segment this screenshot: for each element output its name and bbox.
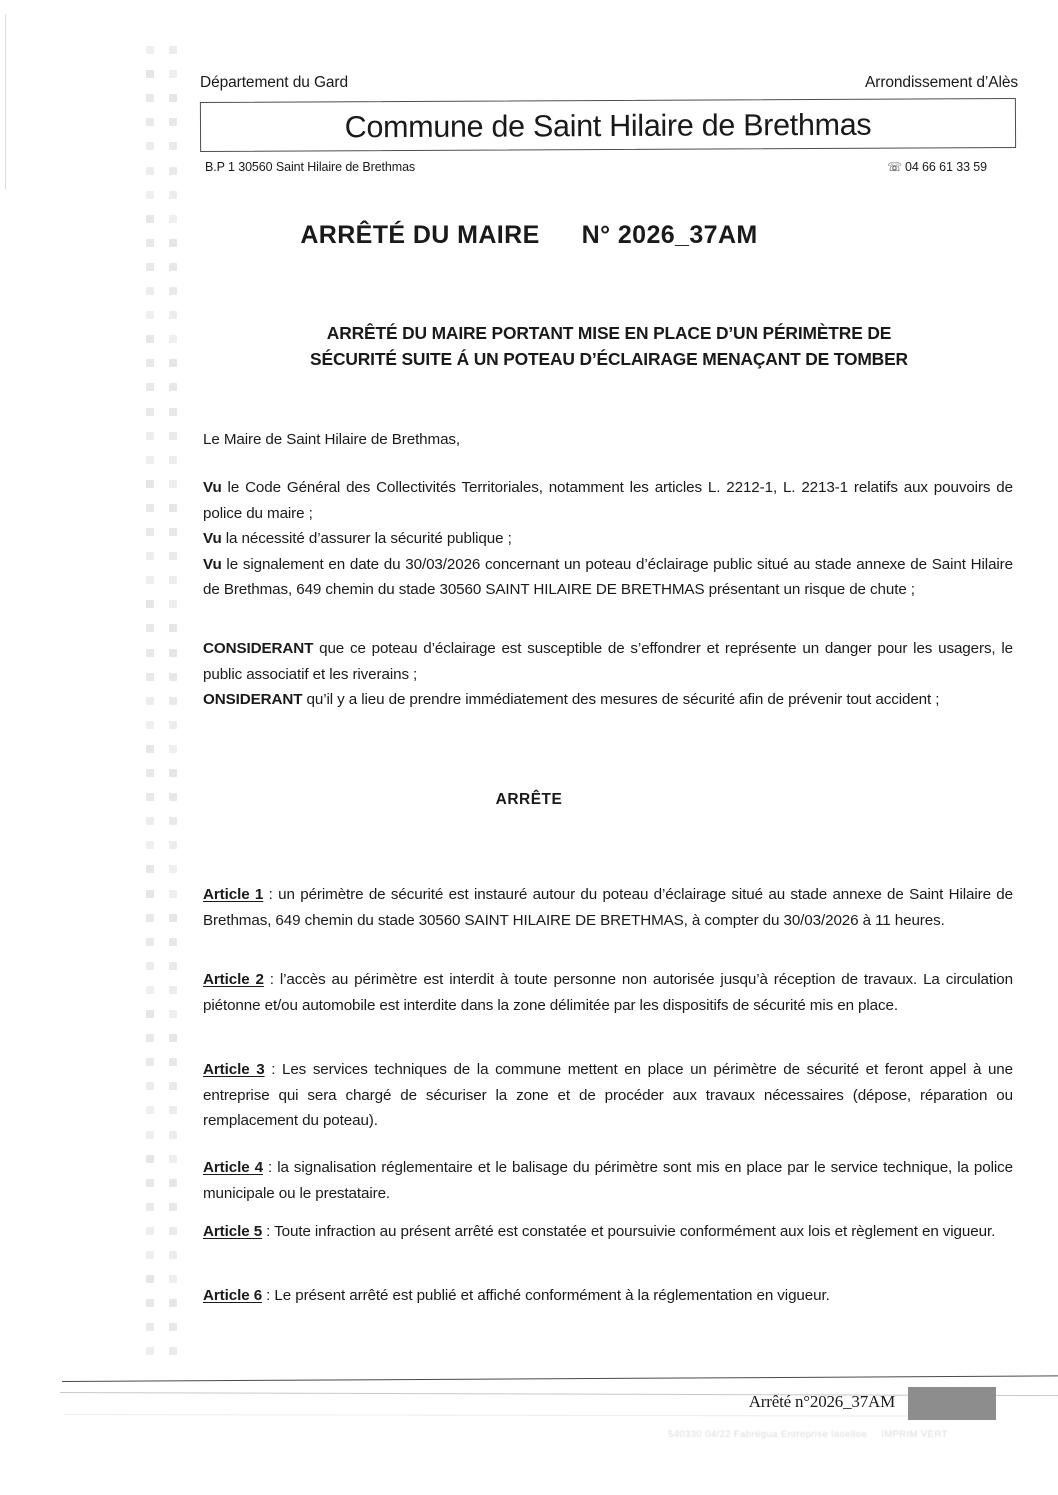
- article-1: [203, 882, 1013, 933]
- scan-line-artifact-primary: [62, 1375, 1058, 1382]
- vu-clause-3: [203, 552, 1013, 603]
- punch-mark: [146, 745, 154, 753]
- punch-mark: [146, 986, 154, 994]
- punch-mark: [146, 142, 154, 150]
- article-label-4: Article 4: [203, 1159, 263, 1176]
- punch-mark: [146, 1227, 154, 1235]
- punch-mark: [169, 142, 177, 150]
- punch-mark: [146, 456, 154, 464]
- imprim-vert-leaf-icon: IMPRIM VERT: [881, 1429, 948, 1440]
- punch-mark: [169, 1299, 177, 1307]
- punch-mark: [146, 624, 154, 632]
- punch-mark: [169, 1155, 177, 1163]
- punch-mark: [169, 46, 177, 54]
- punch-mark: [146, 1131, 154, 1139]
- article-text-1: un périmètre de sécurité est instauré autour du poteau d’éclairage situé au stade annexe de Saint Hilaire de Brethmas, 649 chemin du stade 30560 SAINT HILAIRE DE BRETHMAS, à compter du 30/03/2026 à 11 heures.: [203, 886, 1013, 929]
- punch-mark: [146, 504, 154, 512]
- punch-mark: [169, 841, 177, 849]
- punch-mark: [146, 1010, 154, 1018]
- punch-mark: [146, 1082, 154, 1090]
- punch-mark: [169, 938, 177, 946]
- subject-line-2: SÉCURITÉ SUITE Á UN POTEAU D’ÉCLAIRAGE MENAÇANT DE TOMBER: [310, 349, 908, 369]
- article-text-3: Les services techniques de la commune mettent en place un périmètre de sécurité et feront appel à une entreprise qui sera chargé de sécuriser la zone et de procéder aux travaux nécessaires (dépose, réparation ou remplacement du poteau).: [203, 1061, 1013, 1129]
- header-contact-row: [205, 160, 987, 174]
- punch-mark: [169, 817, 177, 825]
- punch-mark: [146, 1155, 154, 1163]
- punch-mark: [146, 600, 154, 608]
- punch-mark: [146, 1275, 154, 1283]
- punch-mark: [169, 673, 177, 681]
- article-separator-6: :: [262, 1287, 275, 1304]
- punch-mark: [146, 769, 154, 777]
- punch-mark: [169, 576, 177, 584]
- article-6: [203, 1283, 1013, 1309]
- article-label-2: Article 2: [203, 971, 264, 988]
- punch-mark: [146, 721, 154, 729]
- punch-mark: [169, 986, 177, 994]
- article-separator-5: :: [262, 1223, 275, 1240]
- punch-mark: [169, 1251, 177, 1259]
- punch-mark: [146, 263, 154, 271]
- punch-mark: [169, 1082, 177, 1090]
- punch-mark: [169, 456, 177, 464]
- considerant-clause-keyword: ONSIDERANT: [203, 691, 303, 708]
- punch-mark: [146, 673, 154, 681]
- punch-mark: [169, 1203, 177, 1211]
- punch-mark: [146, 432, 154, 440]
- punch-mark: [146, 191, 154, 199]
- article-2: [203, 967, 1013, 1018]
- punch-mark: [169, 359, 177, 367]
- punch-mark: [169, 649, 177, 657]
- punch-mark: [169, 263, 177, 271]
- vu-clauses: [203, 475, 1013, 603]
- punch-mark: [146, 1347, 154, 1355]
- punch-mark: [146, 335, 154, 343]
- punch-mark: [146, 1299, 154, 1307]
- punch-mark: [169, 118, 177, 126]
- punch-mark: [146, 480, 154, 488]
- commune-title: Commune de Saint Hilaire de Brethmas: [344, 107, 872, 144]
- punch-mark: [169, 287, 177, 295]
- phone-cell: [887, 160, 987, 174]
- vu-clause-2: [203, 526, 1013, 552]
- punch-mark: [169, 890, 177, 898]
- punch-mark: [169, 962, 177, 970]
- intro-paragraph: [203, 427, 1013, 453]
- footer-redaction-block: [908, 1387, 996, 1420]
- punch-mark: [146, 938, 154, 946]
- punch-mark: [146, 1179, 154, 1187]
- punch-mark: [146, 817, 154, 825]
- article-separator-1: :: [263, 886, 279, 903]
- punch-mark: [146, 649, 154, 657]
- punch-mark: [169, 94, 177, 102]
- punch-mark: [146, 408, 154, 416]
- printer-imprint-text: 540330 04/22 Fabrégua Entreprise laoelloe: [668, 1429, 868, 1440]
- punch-mark: [146, 1251, 154, 1259]
- punch-mark: [146, 890, 154, 898]
- punch-mark: [146, 552, 154, 560]
- decree-number: N° 2026_37AM: [581, 221, 758, 249]
- punch-mark: [146, 70, 154, 78]
- punch-mark: [169, 1058, 177, 1066]
- punch-mark: [169, 383, 177, 391]
- article-separator-3: :: [264, 1061, 282, 1078]
- vu-clause-text: la nécessité d’assurer la sécurité publique ;: [221, 530, 512, 547]
- phone-number: 04 66 61 33 59: [904, 160, 987, 174]
- article-text-2: l’accès au périmètre est interdit à toute personne non autorisée jusqu’à réception de travaux. La circulation piétonne et/ou automobile est interdite dans la zone délimitée par les dispositifs de sécurité mis en place.: [203, 971, 1013, 1014]
- punch-mark: [169, 600, 177, 608]
- punch-mark: [146, 528, 154, 536]
- punch-mark: [146, 1323, 154, 1331]
- scan-edge-artifact: [5, 14, 6, 189]
- article-text-5: Toute infraction au présent arrêté est constatée et poursuivie conformément aux lois et règlement en vigueur.: [274, 1223, 996, 1240]
- decree-subject: [229, 320, 989, 372]
- considerant-clauses: [203, 636, 1013, 713]
- punch-mark: [169, 1179, 177, 1187]
- punch-mark: [169, 624, 177, 632]
- punch-mark: [169, 1227, 177, 1235]
- header-top-row: [200, 74, 1018, 92]
- vu-clause-text: le signalement en date du 30/03/2026 concernant un poteau d’éclairage public situé au stade annexe de Saint Hilaire de Brethmas, 649 chemin du stade 30560 SAINT HILAIRE DE BRETHMAS présentant un risque de chute ;: [203, 555, 1013, 598]
- article-label-5: Article 5: [203, 1223, 263, 1240]
- punch-mark: [169, 335, 177, 343]
- punch-mark: [146, 167, 154, 175]
- punch-mark: [169, 1275, 177, 1283]
- punch-mark: [169, 1131, 177, 1139]
- punch-mark: [169, 1347, 177, 1355]
- punch-mark: [169, 745, 177, 753]
- punch-mark: [169, 432, 177, 440]
- punch-mark: [146, 962, 154, 970]
- punch-mark: [169, 70, 177, 78]
- phone-icon: ☏: [887, 160, 902, 174]
- scan-line-artifact-faint: [64, 1414, 964, 1417]
- punch-mark: [146, 1203, 154, 1211]
- arrondissement-label: Arrondissement d’Alès: [865, 74, 1018, 91]
- punch-mark: [169, 552, 177, 560]
- punch-mark: [169, 865, 177, 873]
- considerant-clause-text: qu’il y a lieu de prendre immédiatement des mesures de sécurité afin de prévenir tout accident ;: [302, 691, 940, 708]
- article-text-6: Le présent arrêté est publié et affiché conformément à la réglementation en vigueur.: [274, 1287, 830, 1304]
- punch-mark: [169, 504, 177, 512]
- subject-line-1: ARRÊTÉ DU MAIRE PORTANT MISE EN PLACE D’UN PÉRIMÈTRE DE: [326, 323, 892, 343]
- punch-mark: [169, 1323, 177, 1331]
- punch-mark: [169, 1034, 177, 1042]
- arrete-heading: ARRÊTE: [495, 791, 563, 808]
- punch-mark: [146, 46, 154, 54]
- punch-mark: [146, 1034, 154, 1042]
- punch-mark: [169, 914, 177, 922]
- punch-mark: [146, 576, 154, 584]
- decree-title-label: ARRÊTÉ DU MAIRE: [300, 221, 540, 249]
- article-label-3: Article 3: [203, 1061, 265, 1078]
- page-title: [0, 221, 1058, 250]
- article-4: [203, 1155, 1013, 1206]
- punch-mark: [169, 697, 177, 705]
- punch-mark: [146, 359, 154, 367]
- postal-address: B.P 1 30560 Saint Hilaire de Brethmas: [205, 160, 416, 174]
- punch-mark: [169, 191, 177, 199]
- article-3: [203, 1057, 1013, 1134]
- punch-mark: [146, 841, 154, 849]
- intro-text: Le Maire de Saint Hilaire de Brethmas,: [203, 431, 461, 448]
- punch-mark: [146, 94, 154, 102]
- punch-mark: [169, 1106, 177, 1114]
- department-label: Département du Gard: [200, 74, 349, 91]
- vu-clause-text: le Code Général des Collectivités Territoriales, notamment les articles L. 2212-1, L. 2213-1 relatifs aux pouvoirs de police du maire ;: [203, 479, 1013, 522]
- considerant-clause-text: que ce poteau d’éclairage est susceptible de s’effondrer et représente un danger pour les usagers, le public associatif et les riverains ;: [203, 640, 1013, 683]
- punch-mark: [146, 697, 154, 705]
- vu-clause-1: [203, 475, 1013, 526]
- punch-mark: [146, 914, 154, 922]
- article-separator-4: :: [262, 1159, 278, 1176]
- considerant-clause-1: [203, 636, 1013, 687]
- considerant-clause-keyword: CONSIDERANT: [203, 640, 314, 657]
- considerant-clause-2: [203, 687, 1013, 713]
- punch-mark: [169, 721, 177, 729]
- article-5: [203, 1219, 1013, 1245]
- punch-mark: [146, 383, 154, 391]
- punch-mark: [169, 167, 177, 175]
- article-label-1: Article 1: [203, 886, 264, 903]
- punch-mark: [146, 865, 154, 873]
- article-text-4: la signalisation réglementaire et le balisage du périmètre sont mis en place par le service technique, la police municipale ou le prestataire.: [203, 1159, 1013, 1202]
- punch-mark: [169, 408, 177, 416]
- punch-mark: [146, 287, 154, 295]
- punch-mark: [146, 1058, 154, 1066]
- vu-clause-keyword: Vu: [203, 530, 222, 547]
- punch-mark: [169, 480, 177, 488]
- punch-mark: [169, 1010, 177, 1018]
- punch-mark: [146, 1106, 154, 1114]
- article-label-6: Article 6: [203, 1287, 263, 1304]
- punch-mark: [146, 311, 154, 319]
- vu-clause-keyword: Vu: [203, 479, 222, 496]
- vu-clause-keyword: Vu: [203, 555, 222, 573]
- footer-printer-imprint: [668, 1429, 998, 1440]
- punch-mark: [169, 769, 177, 777]
- punch-mark: [146, 118, 154, 126]
- punch-mark: [169, 311, 177, 319]
- footer-reference: Arrêté n°2026_37AM: [748, 1392, 895, 1411]
- punch-mark: [169, 528, 177, 536]
- article-separator-2: :: [263, 971, 280, 988]
